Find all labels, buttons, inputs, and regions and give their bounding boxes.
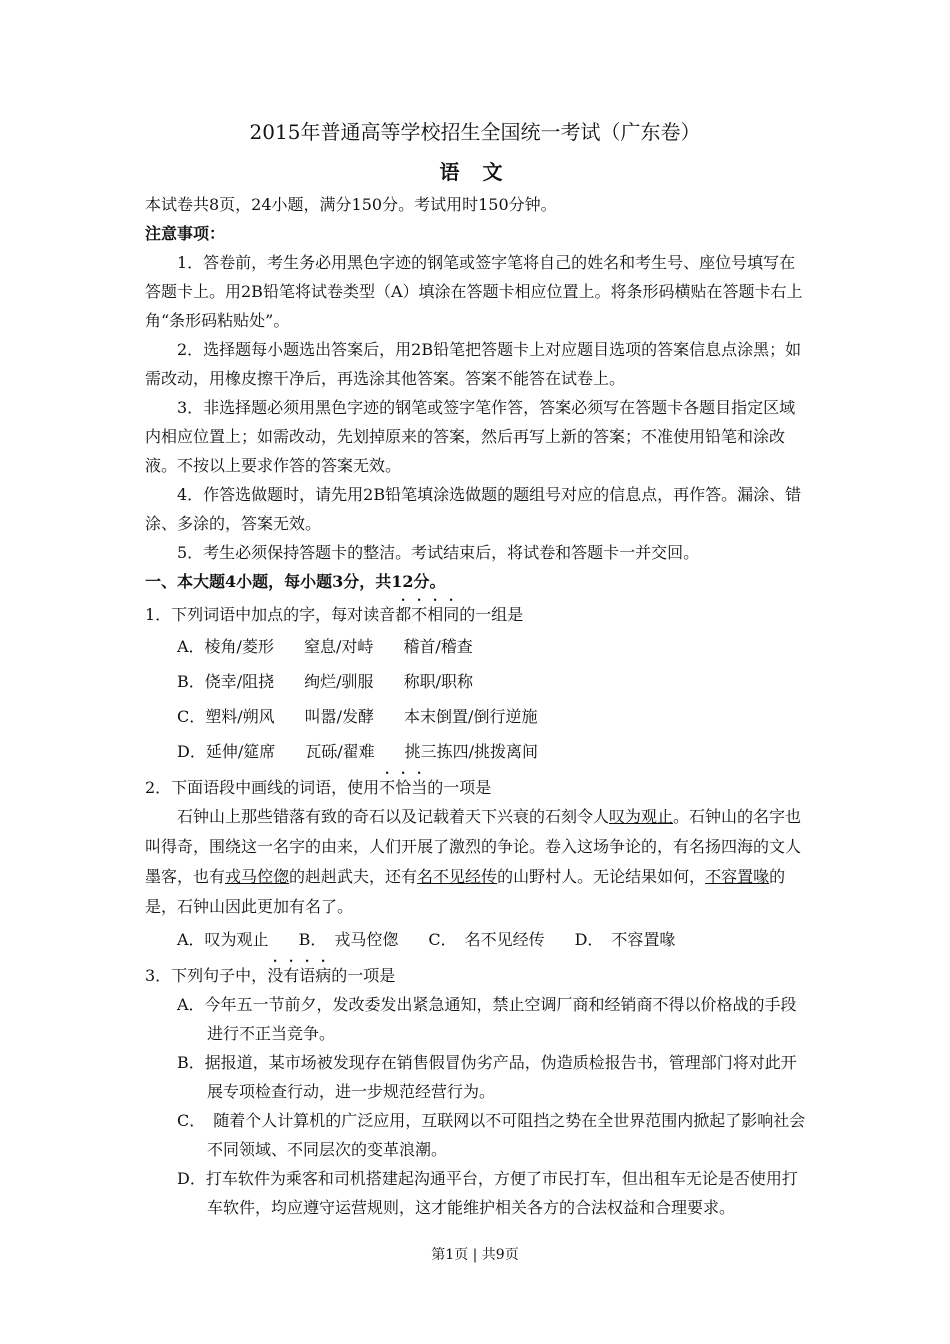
passage-text: 的是，石钟山因此更加有名了。: [145, 867, 786, 916]
underlined-phrase: 戎马倥偬: [225, 867, 290, 886]
option-word: D．延伸/筵席: [177, 742, 276, 761]
option-word: 称职/职称: [403, 672, 473, 691]
option-word: 绚烂/驯服: [304, 672, 374, 691]
page-footer: 第1页 | 共9页: [431, 1247, 519, 1263]
passage-text: 石钟山上那些错落有致的奇石以及记载着天下兴衰的石刻令人: [177, 807, 610, 826]
option-a: A．今年五一节前夕，发改委发出紧急通知，禁止空调厂商和经销商不得以价格战的手段进行不正当竞争。: [177, 995, 797, 1043]
passage-text: 的山野村人。无论结果如何，: [497, 867, 706, 886]
note-item: 4．作答选做题时，请先用2B铅笔填涂选做题的题组号对应的信息点，再作答。漏涂、错涂、多涂的，答案无效。: [145, 485, 802, 533]
stem-text: 1．下列词语中加点的字，每对读音: [145, 605, 396, 624]
stem-text: 的一组是: [459, 605, 524, 624]
option-b: [145, 664, 810, 699]
passage-text: 。石钟山的名字也叫得奇，围绕这一名字的由来，人们开展了激烈的争论。卷入这场争论的，有名扬四海的文人墨客，也有: [145, 807, 802, 886]
exam-title: 2015年普通高等学校招生全国统一考试（广东卷）: [249, 120, 701, 144]
section-heading: 一、本大题4小题，每小题3分，共12分。: [145, 572, 446, 591]
option-a: [145, 629, 810, 664]
question-3-stem: [145, 957, 810, 990]
stem-text: 3．下列句子中，: [145, 966, 268, 985]
option-a: A．叹为观止: [177, 930, 269, 949]
note-item: 5．考生必须保持答题卡的整洁。考试结束后，将试卷和答题卡一并交回。: [177, 543, 700, 562]
option-d: D．打车软件为乘客和司机搭建起沟通平台，方便了市民打车，但出租车无论是否使用打车软件，均应遵守运营规则，这才能维护相关各方的合法权益和合理要求。: [177, 1169, 798, 1217]
notes-heading: 注意事项：: [145, 224, 226, 243]
option-word: C．塑料/朔风: [177, 707, 275, 726]
stem-text: 2．下面语段中画线的词语，使用: [145, 778, 380, 797]
option-word: 叫嚣/发酵: [304, 707, 375, 726]
emphasized-text: 都不相同: [395, 605, 460, 624]
emphasized-text: 不恰当: [379, 778, 428, 797]
passage-text: 的赳赳武夫，还有: [289, 867, 418, 886]
option-word: 挑三拣四/挑拨离间: [404, 742, 539, 761]
exam-intro: 本试卷共8页，24小题，满分150分。考试用时150分钟。: [145, 195, 557, 214]
exam-body: [145, 190, 810, 1222]
option-word: 窒息/对峙: [303, 637, 374, 656]
note-item: 3．非选择题必须用黑色字迹的钢笔或签字笔作答，答案必须写在答题卡各题目指定区域内相应位置上；如需改动，先划掉原来的答案，然后再写上新的答案；不准使用铅笔和涂改液。不按以上要求作答的答案无效。: [145, 398, 796, 475]
question-1-stem: [145, 596, 810, 629]
option-word: 稽首/稽查: [403, 637, 473, 656]
option-word: 本末倒置/倒行逆施: [404, 707, 538, 726]
underlined-phrase: 叹为观止: [609, 807, 674, 826]
option-c: C． 随着个人计算机的广泛应用，互联网以不可阻挡之势在全世界范围内掀起了影响社会不同领域、不同层次的变革浪潮。: [177, 1111, 806, 1159]
question-2-stem: [145, 769, 810, 802]
option-d: [145, 734, 810, 769]
option-word: 瓦砾/翟难: [305, 742, 375, 761]
underlined-phrase: 名不见经传: [417, 867, 498, 886]
option-c: C． 名不见经传: [428, 930, 545, 949]
stem-text: 的一项是: [427, 778, 492, 797]
option-word: B．侥幸/阻挠: [177, 672, 275, 691]
subject-title: 语 文: [439, 160, 511, 184]
question-2-options: [145, 922, 810, 957]
underlined-phrase: 不容置喙: [705, 867, 770, 886]
option-d: D． 不容置喙: [574, 930, 676, 949]
note-item: 2．选择题每小题选出答案后，用2B铅笔把答题卡上对应题目选项的答案信息点涂黑；如需改动，用橡皮擦干净后，再选涂其他答案。答案不能答在试卷上。: [145, 340, 802, 388]
option-b: B．据报道，某市场被发现存在销售假冒伪劣产品，伪造质检报告书，管理部门将对此开展专项检查行动，进一步规范经营行为。: [177, 1053, 797, 1101]
note-item: 1．答卷前，考生务必用黑色字迹的钢笔或签字笔将自己的姓名和考生号、座位号填写在答题卡上。用2B铅笔将试卷类型（A）填涂在答题卡相应位置上。将条形码横贴在答题卡右上角“条形码粘贴处”。: [145, 253, 803, 330]
option-word: A．棱角/菱形: [177, 637, 274, 656]
stem-text: 的一项是: [331, 966, 396, 985]
option-b: B． 戎马倥偬: [298, 930, 399, 949]
option-c: [145, 699, 810, 734]
question-1-options: [145, 629, 810, 769]
emphasized-text: 没有语病: [267, 966, 332, 985]
question-2-passage: [145, 802, 810, 922]
